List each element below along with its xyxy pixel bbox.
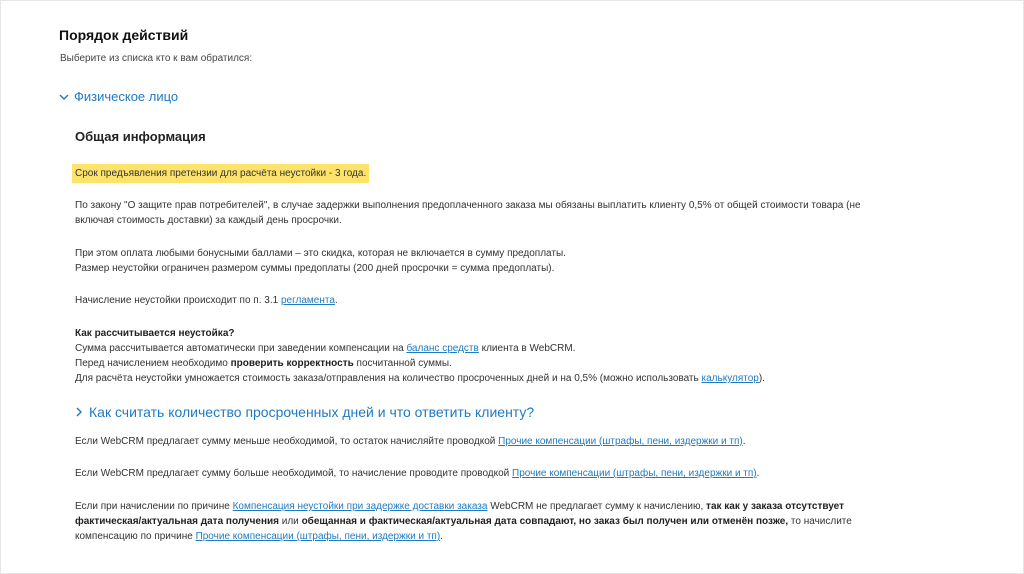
less-text: Если WebCRM предлагает сумму меньше необходимой, то остаток начисляйте проводкой <box>75 436 499 447</box>
reason-bold-3: обещанная и фактическая/актуальная дата совпадают, но заказ был получен или отменён позже, <box>301 516 789 527</box>
chevron-right-icon <box>73 406 85 418</box>
calc-block <box>75 326 975 386</box>
expander-label: Как считать количество просроченных дней и что ответить клиенту? <box>89 404 535 420</box>
page-subtitle: Выберите из списка кто к вам обратился: <box>60 53 253 64</box>
accrual-tail: . <box>334 295 338 306</box>
accrual-text: Начисление неустойки происходит по п. 3.1 <box>75 295 281 306</box>
calc-line-1: Сумма рассчитывается автоматически при заведении компенсации на <box>75 343 407 354</box>
reason-text-3-tail: то начислите <box>788 516 852 527</box>
section-title: Общая информация <box>75 129 206 144</box>
law-line-1: По закону "О защите прав потребителей", в случае задержки выполнения предоплаченного заказа мы обязаны выплатить клиенту 0,5% от общей стоимости товара (не <box>75 200 861 211</box>
more-tail: . <box>756 468 760 479</box>
reason-paragraph <box>75 499 975 544</box>
page-title: Порядок действий <box>59 27 189 43</box>
reason-bold-2: фактическая/актуальная дата получения <box>75 516 279 527</box>
reason-tail: . <box>440 531 443 542</box>
calc-line-3: Для расчёта неустойки умножается стоимость заказа/отправления на количество просроченных дней и на 0,5% (можно использовать <box>75 373 702 384</box>
expander-label: Физическое лицо <box>74 89 179 104</box>
reason-bold-1: так как у заказа отсутствует <box>706 501 844 512</box>
other-compensation-link[interactable]: Прочие компенсации (штрафы, пени, издержки и тп) <box>512 468 757 479</box>
less-tail: . <box>742 436 746 447</box>
calc-line-2-post: посчитанной суммы. <box>353 358 452 369</box>
calc-line-2: Перед начислением необходимо <box>75 358 231 369</box>
bonus-line-1: При этом оплата любыми бонусными баллами – это скидка, которая не включается в сумму предоплаты. <box>75 248 566 259</box>
more-paragraph <box>75 466 975 481</box>
law-paragraph <box>75 198 975 228</box>
calc-question: Как рассчитывается неустойка? <box>75 328 235 339</box>
deadline-highlight: Срок предъявления претензии для расчёта неустойки - 3 года. <box>72 164 369 183</box>
other-compensation-link[interactable]: Прочие компенсации (штрафы, пени, издержки и тп) <box>195 531 441 542</box>
expander-overdue-days[interactable] <box>73 404 534 420</box>
bonus-line-2: Размер неустойки ограничен размером суммы предоплаты (200 дней просрочки = сумма предоплаты). <box>75 263 555 274</box>
reason-text-1: Если при начислении по причине <box>75 501 233 512</box>
highlight-block <box>75 164 975 183</box>
reason-text-3: или <box>278 516 302 527</box>
accrual-paragraph <box>75 293 975 308</box>
less-paragraph <box>75 434 975 449</box>
calc-line-1-post: клиента в WebCRM. <box>478 343 576 354</box>
other-compensation-link[interactable]: Прочие компенсации (штрафы, пени, издержки и тп) <box>498 436 743 447</box>
bonus-paragraph <box>75 246 975 276</box>
check-correctness: проверить корректность <box>230 358 354 369</box>
calculator-link[interactable]: калькулятор <box>701 373 759 384</box>
reason-text-4: компенсацию по причине <box>75 531 196 542</box>
chevron-down-icon <box>58 91 70 103</box>
regulation-link[interactable]: регламента <box>280 295 335 306</box>
expander-physical-person[interactable] <box>58 89 178 104</box>
balance-link[interactable]: баланс средств <box>406 343 479 354</box>
calc-line-3-post: ). <box>758 373 765 384</box>
delay-compensation-link[interactable]: Компенсация неустойки при задержке доставки заказа <box>232 501 488 512</box>
more-text: Если WebCRM предлагает сумму больше необходимой, то начисление проводите проводкой <box>75 468 513 479</box>
law-line-2: включая стоимость доставки) за каждый день просрочки. <box>75 215 342 226</box>
reason-text-2: WebCRM не предлагает сумму к начислению, <box>487 501 707 512</box>
